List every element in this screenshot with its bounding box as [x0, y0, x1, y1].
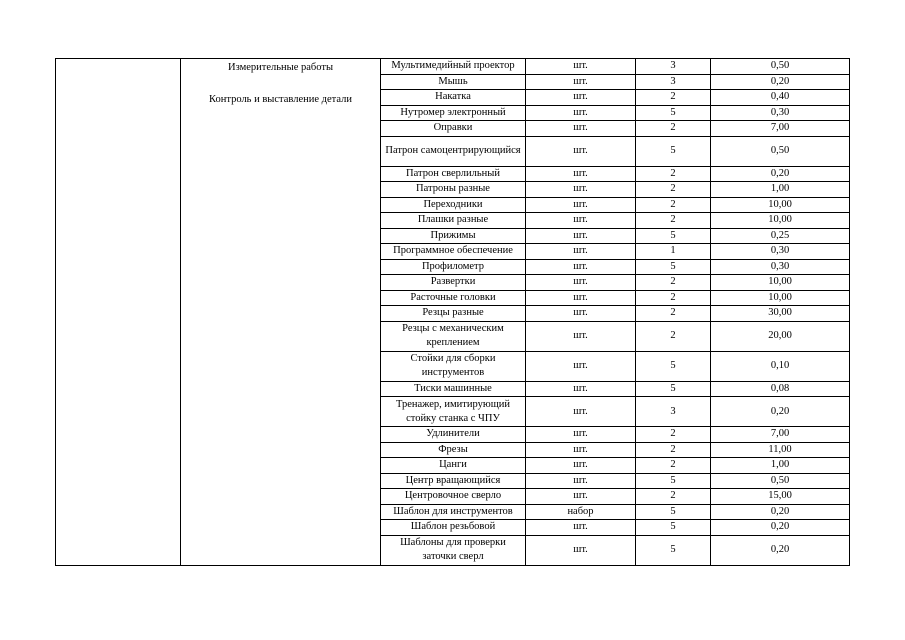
unit-cell: шт.: [526, 136, 636, 166]
equipment-name: Патрон сверлильный: [381, 166, 526, 182]
quantity-cell: 2: [636, 489, 711, 505]
quantity-cell: 2: [636, 275, 711, 291]
equipment-name: Шаблон для инструментов: [381, 504, 526, 520]
value-cell: 7,00: [711, 427, 850, 443]
quantity-cell: 2: [636, 321, 711, 351]
value-cell: 0,50: [711, 136, 850, 166]
value-cell: 0,20: [711, 74, 850, 90]
quantity-cell: 5: [636, 259, 711, 275]
quantity-cell: 2: [636, 427, 711, 443]
quantity-cell: 2: [636, 90, 711, 106]
value-cell: 0,50: [711, 59, 850, 75]
equipment-name: Шаблон резьбовой: [381, 520, 526, 536]
equipment-name: Стойки для сборки инструментов: [381, 351, 526, 381]
value-cell: 1,00: [711, 182, 850, 198]
value-cell: 1,00: [711, 458, 850, 474]
work-type-label: Контроль и выставление детали: [209, 94, 352, 105]
unit-cell: шт.: [526, 182, 636, 198]
equipment-name: Удлинители: [381, 427, 526, 443]
equipment-name: Тренажер, имитирующий стойку станка с ЧПУ: [381, 397, 526, 427]
unit-cell: шт.: [526, 90, 636, 106]
value-cell: 10,00: [711, 213, 850, 229]
value-cell: 0,25: [711, 228, 850, 244]
equipment-name: Развертки: [381, 275, 526, 291]
quantity-cell: 5: [636, 381, 711, 397]
value-cell: 0,20: [711, 520, 850, 536]
quantity-cell: 3: [636, 59, 711, 75]
unit-cell: шт.: [526, 427, 636, 443]
unit-cell: шт.: [526, 105, 636, 121]
value-cell: 0,50: [711, 473, 850, 489]
unit-cell: шт.: [526, 290, 636, 306]
unit-cell: шт.: [526, 321, 636, 351]
equipment-name: Центр вращающийся: [381, 473, 526, 489]
equipment-table: [55, 58, 850, 566]
value-cell: 0,20: [711, 504, 850, 520]
unit-cell: шт.: [526, 458, 636, 474]
value-cell: 11,00: [711, 442, 850, 458]
unit-cell: шт.: [526, 228, 636, 244]
quantity-cell: 2: [636, 290, 711, 306]
unit-cell: шт.: [526, 351, 636, 381]
value-cell: 15,00: [711, 489, 850, 505]
quantity-cell: 2: [636, 442, 711, 458]
equipment-name: Профилометр: [381, 259, 526, 275]
quantity-cell: 5: [636, 105, 711, 121]
quantity-cell: 3: [636, 74, 711, 90]
unit-cell: шт.: [526, 275, 636, 291]
unit-cell: шт.: [526, 442, 636, 458]
unit-cell: шт.: [526, 121, 636, 137]
equipment-name: Программное обеспечение: [381, 244, 526, 260]
value-cell: 0,08: [711, 381, 850, 397]
table-row: [56, 59, 850, 75]
value-cell: 0,10: [711, 351, 850, 381]
value-cell: 20,00: [711, 321, 850, 351]
equipment-name: Плашки разные: [381, 213, 526, 229]
quantity-cell: 1: [636, 244, 711, 260]
quantity-cell: 2: [636, 458, 711, 474]
quantity-cell: 5: [636, 504, 711, 520]
unit-cell: шт.: [526, 381, 636, 397]
equipment-name: Резцы разные: [381, 306, 526, 322]
section-cell: [56, 59, 181, 566]
unit-cell: набор: [526, 504, 636, 520]
equipment-name: Расточные головки: [381, 290, 526, 306]
value-cell: 0,20: [711, 166, 850, 182]
quantity-cell: 2: [636, 166, 711, 182]
work-types-cell: [181, 59, 381, 566]
value-cell: 0,40: [711, 90, 850, 106]
equipment-name: Переходники: [381, 197, 526, 213]
equipment-name: Цанги: [381, 458, 526, 474]
unit-cell: шт.: [526, 244, 636, 260]
value-cell: 0,20: [711, 397, 850, 427]
value-cell: 0,30: [711, 244, 850, 260]
value-cell: 30,00: [711, 306, 850, 322]
unit-cell: шт.: [526, 473, 636, 489]
value-cell: 10,00: [711, 275, 850, 291]
unit-cell: шт.: [526, 520, 636, 536]
equipment-name: Мультимедийный проектор: [381, 59, 526, 75]
quantity-cell: 5: [636, 136, 711, 166]
equipment-name: Оправки: [381, 121, 526, 137]
quantity-cell: 5: [636, 228, 711, 244]
equipment-name: Мышь: [381, 74, 526, 90]
unit-cell: шт.: [526, 259, 636, 275]
unit-cell: шт.: [526, 166, 636, 182]
quantity-cell: 5: [636, 520, 711, 536]
equipment-table-body: [56, 59, 850, 566]
unit-cell: шт.: [526, 213, 636, 229]
quantity-cell: 2: [636, 197, 711, 213]
unit-cell: шт.: [526, 535, 636, 565]
equipment-name: Накатка: [381, 90, 526, 106]
unit-cell: шт.: [526, 489, 636, 505]
equipment-name: Фрезы: [381, 442, 526, 458]
unit-cell: шт.: [526, 197, 636, 213]
equipment-name: Тиски машинные: [381, 381, 526, 397]
quantity-cell: 2: [636, 182, 711, 198]
equipment-name: Центровочное сверло: [381, 489, 526, 505]
value-cell: 0,20: [711, 535, 850, 565]
value-cell: 0,30: [711, 259, 850, 275]
unit-cell: шт.: [526, 397, 636, 427]
quantity-cell: 2: [636, 121, 711, 137]
equipment-name: Патрон самоцентрирующийся: [381, 136, 526, 166]
value-cell: 7,00: [711, 121, 850, 137]
unit-cell: шт.: [526, 59, 636, 75]
value-cell: 10,00: [711, 290, 850, 306]
equipment-name: Нутромер электронный: [381, 105, 526, 121]
quantity-cell: 5: [636, 351, 711, 381]
equipment-name: Резцы с механическим креплением: [381, 321, 526, 351]
quantity-cell: 2: [636, 213, 711, 229]
quantity-cell: 5: [636, 473, 711, 489]
quantity-cell: 5: [636, 535, 711, 565]
unit-cell: шт.: [526, 74, 636, 90]
quantity-cell: 2: [636, 306, 711, 322]
work-type-label: Измерительные работы: [228, 62, 333, 73]
equipment-name: Прижимы: [381, 228, 526, 244]
value-cell: 10,00: [711, 197, 850, 213]
quantity-cell: 3: [636, 397, 711, 427]
equipment-name: Патроны разные: [381, 182, 526, 198]
value-cell: 0,30: [711, 105, 850, 121]
unit-cell: шт.: [526, 306, 636, 322]
equipment-name: Шаблоны для проверки заточки сверл: [381, 535, 526, 565]
